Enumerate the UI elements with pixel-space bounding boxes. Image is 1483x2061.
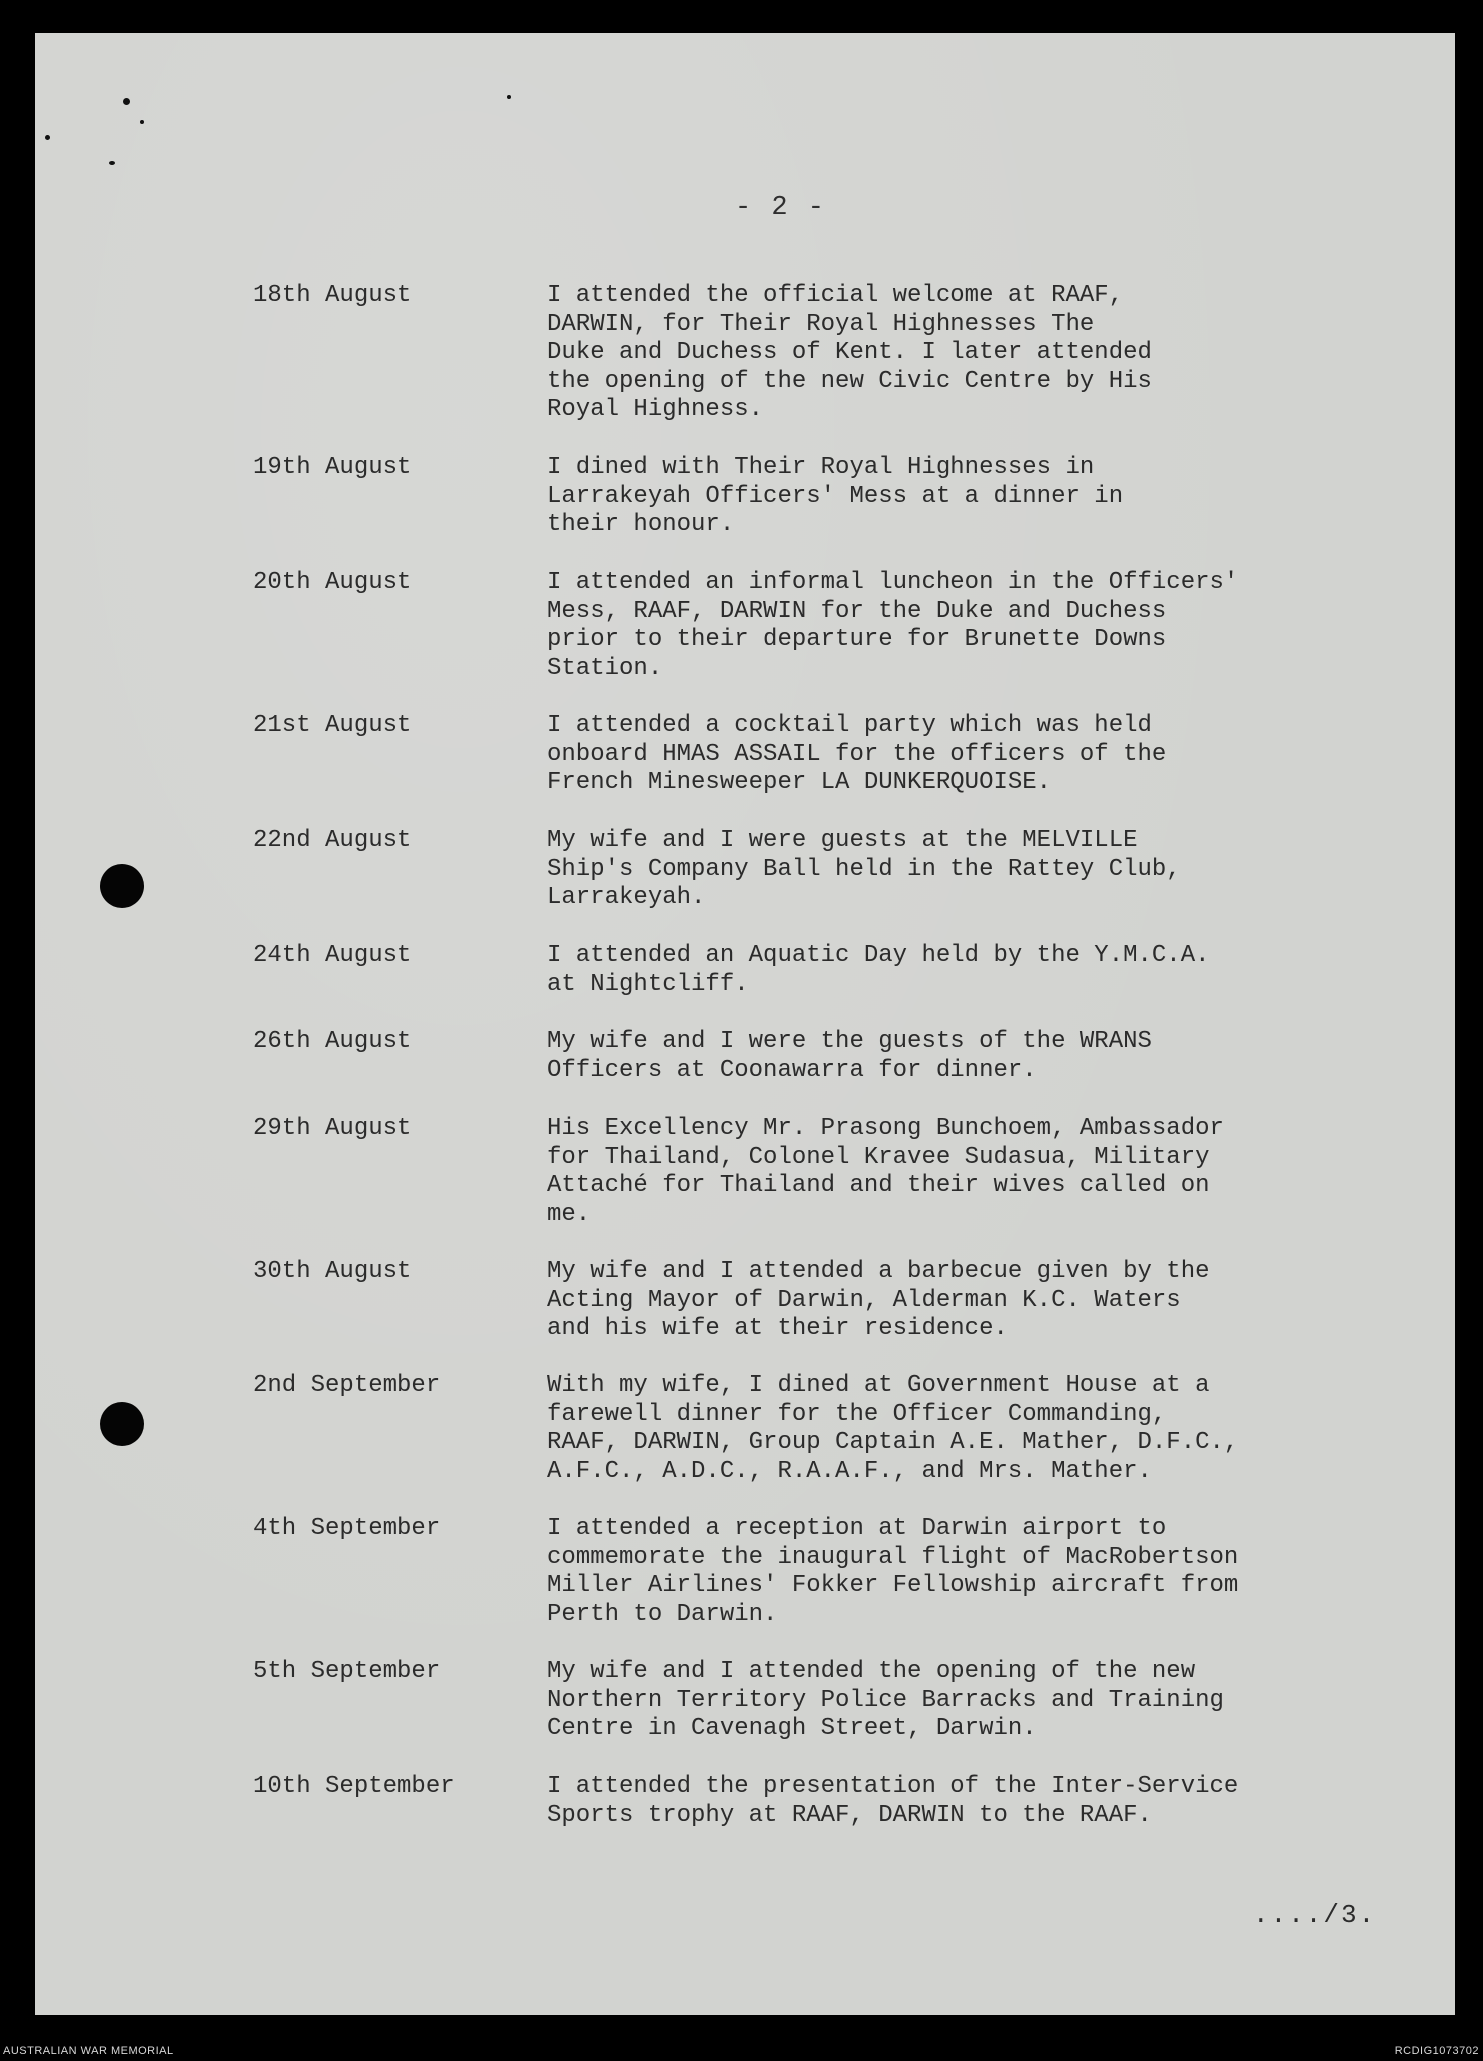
document-page xyxy=(35,33,1455,2015)
entry-text: I attended the official welcome at RAAF, DARWIN, for Their Royal Highnesses The Duke and Duchess of Kent. I later attended the opening of the new Civic Centre by His Royal Highness. xyxy=(547,282,1152,423)
entry-date: 22nd August xyxy=(253,827,412,854)
continued-marker: ..../3. xyxy=(1253,1900,1377,1930)
entry-text: My wife and I attended a barbecue given by the Acting Mayor of Darwin, Alderman K.C. Waters and his wife at their residence. xyxy=(547,1258,1210,1342)
entry-text: I dined with Their Royal Highnesses in Larrakeyah Officers' Mess at a dinner in their honour. xyxy=(547,454,1124,538)
paper-speck xyxy=(45,135,50,140)
entry-text: I attended an informal luncheon in the Officers' Mess, RAAF, DARWIN for the Duke and Duchess prior to their departure for Brunette Downs Station. xyxy=(547,569,1239,682)
page-number: - 2 - xyxy=(735,193,827,223)
entry-date: 19th August xyxy=(253,454,412,481)
entry-text: I attended a cocktail party which was held onboard HMAS ASSAIL for the officers of the French Minesweeper LA DUNKERQUOISE. xyxy=(547,712,1167,796)
punch-hole xyxy=(100,864,144,908)
paper-speck xyxy=(507,95,511,99)
entry-text: I attended a reception at Darwin airport to commemorate the inaugural flight of MacRobertson Miller Airlines' Fokker Fellowship aircraft from Perth to Darwin. xyxy=(547,1515,1239,1628)
paper-speck xyxy=(109,161,115,165)
entry-text: My wife and I attended the opening of the new Northern Territory Police Barracks and Training Centre in Cavenagh Street, Darwin. xyxy=(547,1658,1224,1742)
entry-date: 26th August xyxy=(253,1028,412,1055)
entry-date: 2nd September xyxy=(253,1372,441,1399)
entry-date: 20th August xyxy=(253,569,412,596)
paper-speck xyxy=(123,98,130,105)
entry-date: 29th August xyxy=(253,1115,412,1142)
entry-date: 18th August xyxy=(253,282,412,309)
footer-record-id: RCDIG1073702 xyxy=(1394,2045,1479,2057)
entry-text: I attended an Aquatic Day held by the Y.M.C.A. at Nightcliff. xyxy=(547,942,1210,998)
entry-text: I attended the presentation of the Inter-Service Sports trophy at RAAF, DARWIN to the RAAF. xyxy=(547,1773,1239,1829)
entry-date: 5th September xyxy=(253,1658,441,1685)
entry-text: With my wife, I dined at Government House at a farewell dinner for the Officer Commanding, RAAF, DARWIN, Group Captain A.E. Mather, D.F.C., A.F.C., A.D.C., R.A.A.F., and Mrs. Mather. xyxy=(547,1372,1239,1485)
footer-archive-name: AUSTRALIAN WAR MEMORIAL xyxy=(3,2045,174,2057)
entry-date: 30th August xyxy=(253,1258,412,1285)
entry-date: 24th August xyxy=(253,942,412,969)
entry-date: 10th September xyxy=(253,1773,455,1800)
entry-text: My wife and I were guests at the MELVILLE Ship's Company Ball held in the Rattey Club, Larrakeyah. xyxy=(547,827,1181,911)
punch-hole xyxy=(100,1402,144,1446)
paper-speck xyxy=(140,120,144,124)
entry-text: My wife and I were the guests of the WRANS Officers at Coonawarra for dinner. xyxy=(547,1028,1152,1084)
entry-date: 4th September xyxy=(253,1515,441,1542)
entry-date: 21st August xyxy=(253,712,412,739)
entry-text: His Excellency Mr. Prasong Bunchoem, Ambassador for Thailand, Colonel Kravee Sudasua, Military Attaché for Thailand and their wives called on me. xyxy=(547,1115,1224,1228)
